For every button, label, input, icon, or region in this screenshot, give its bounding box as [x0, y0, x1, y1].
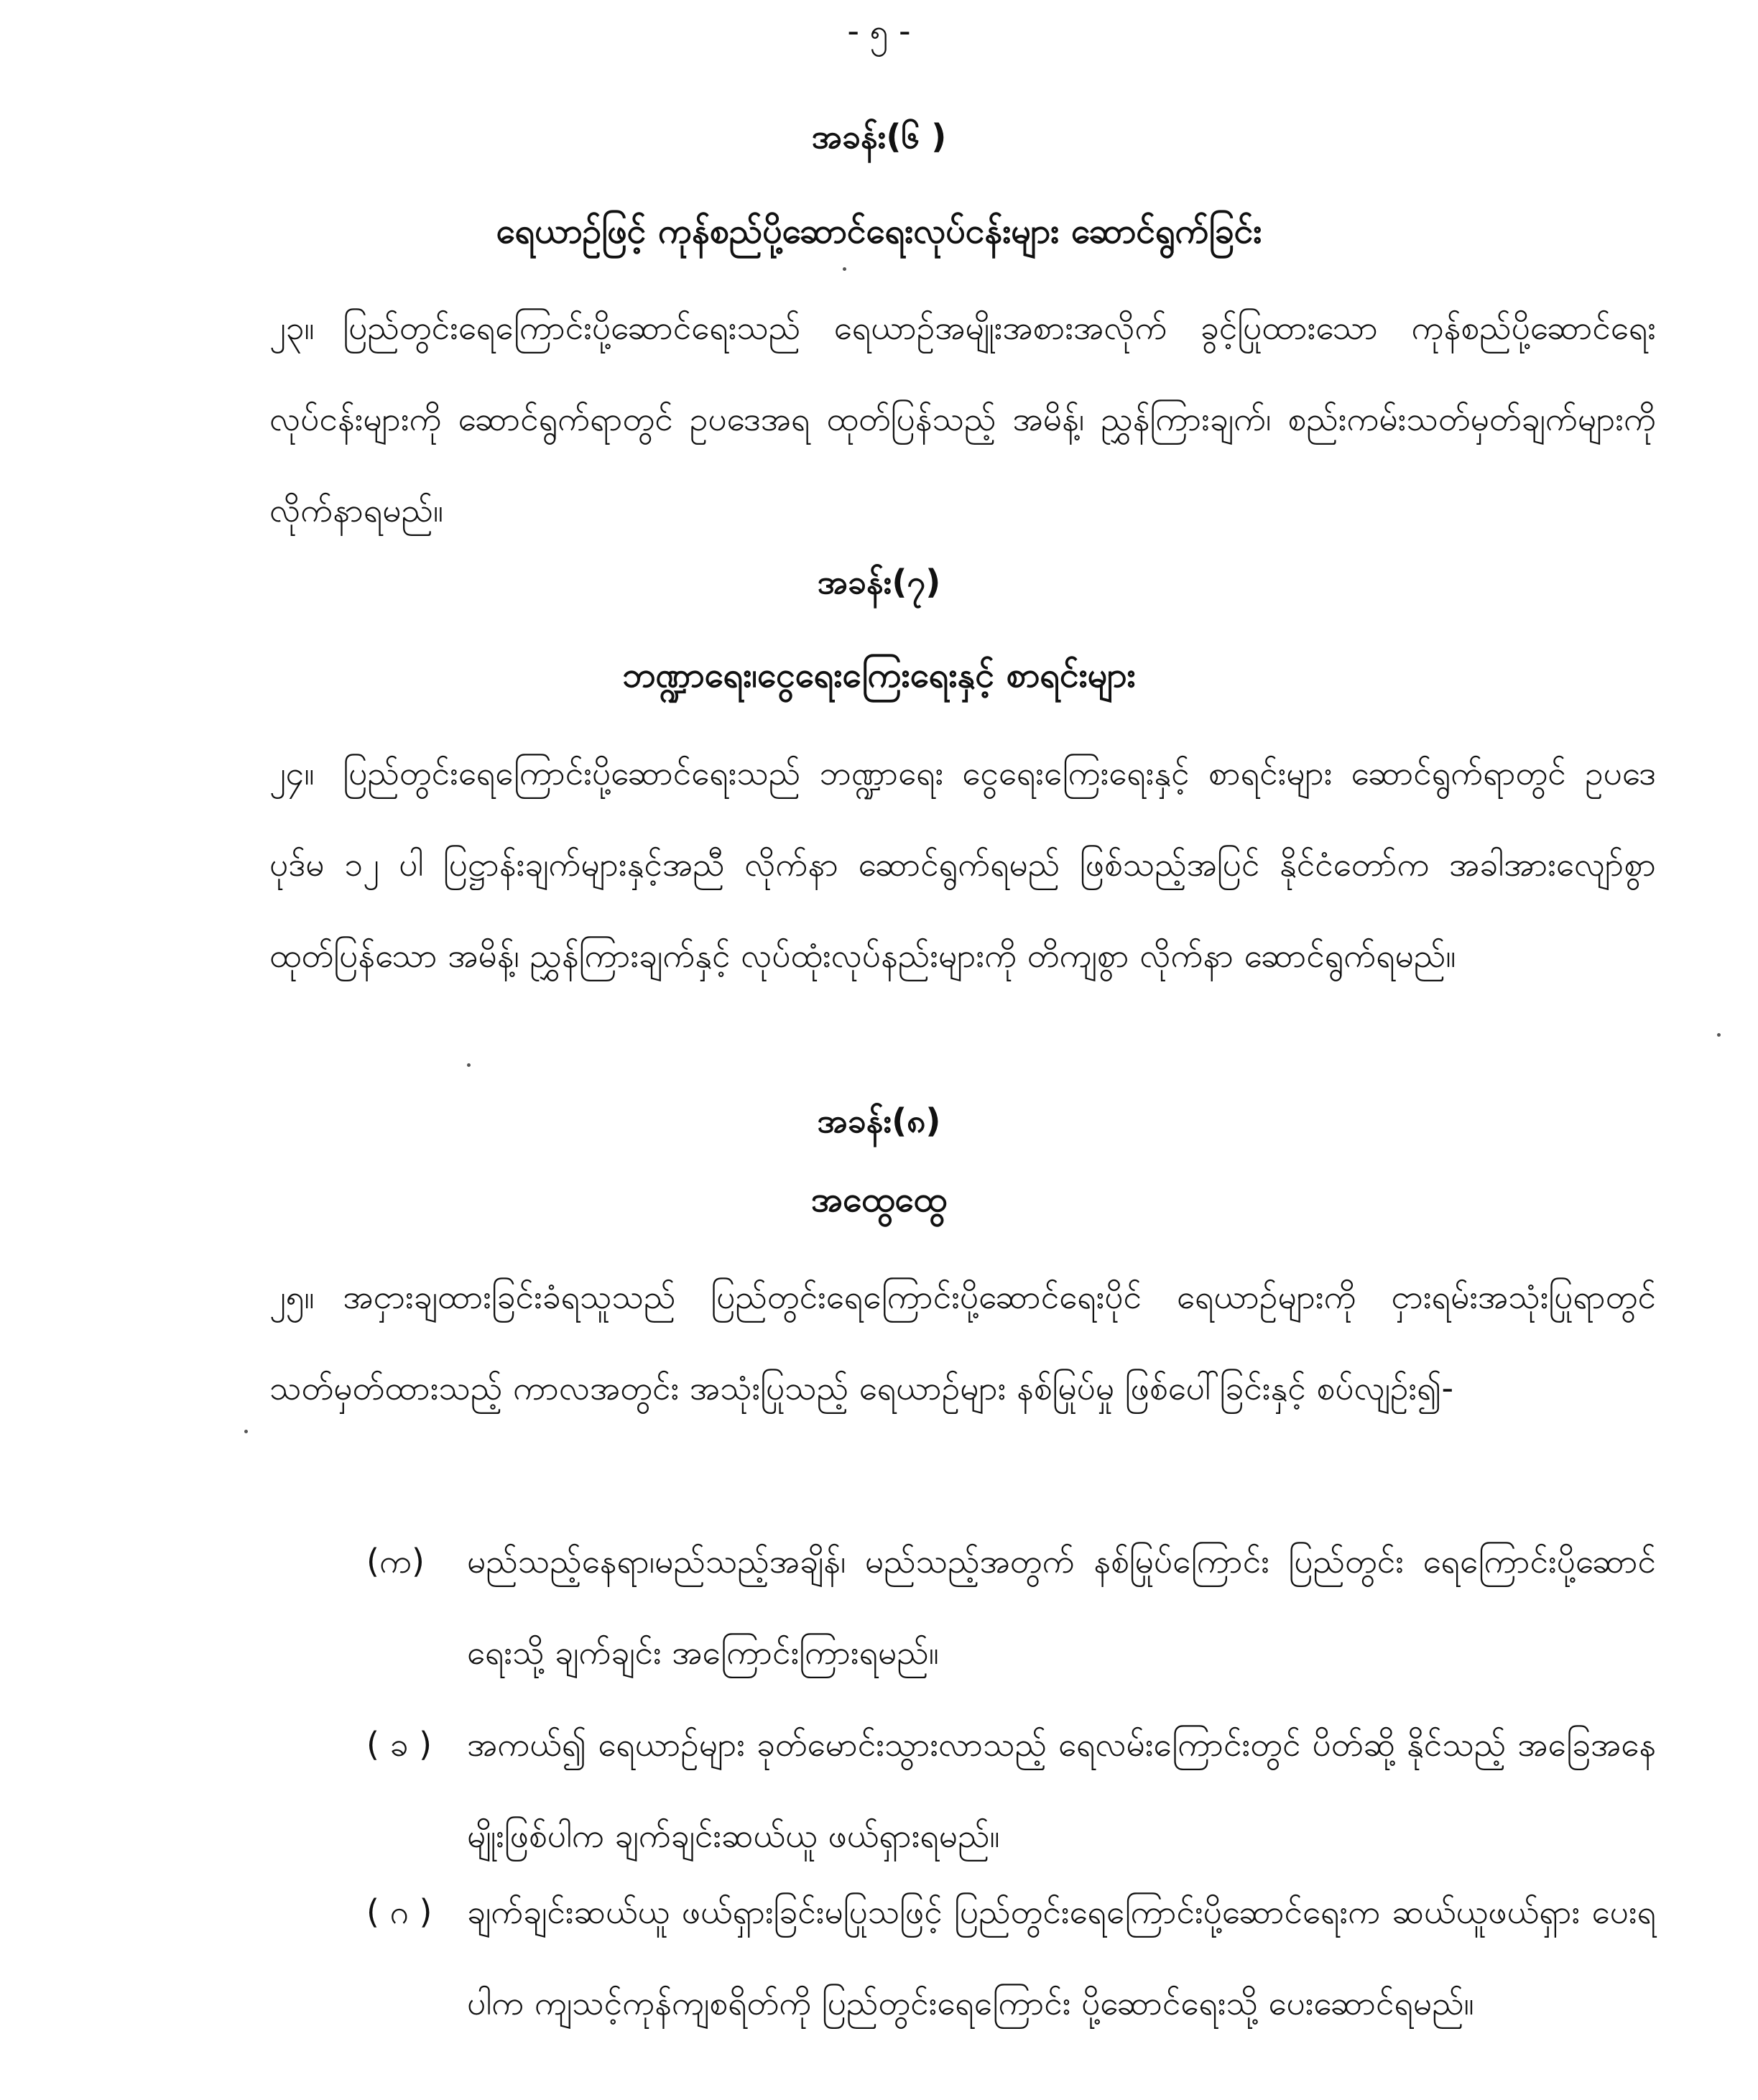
chapter-7-title: ဘဏ္ဍာရေး၊ငွေရေးကြေးရေးနှင့် စာရင်းများ: [622, 655, 1136, 695]
page-number: - ၅ -: [847, 11, 911, 50]
paragraph-24-number: ၂၄။: [269, 754, 315, 792]
paragraph-25: [269, 1252, 1656, 1434]
paragraph-23: [269, 282, 1656, 556]
list-item: [366, 1516, 1656, 1698]
list-item-text: အကယ်၍ ရေယာဉ်များ ခုတ်မောင်းသွားလာသည့် ရေလမ်းကြောင်းတွင် ပိတ်ဆို့ နိုင်သည့် အခြေအနေမျိုးဖြစ်ပါက ချက်ချင်းဆယ်ယူ ဖယ်ရှားရမည်။: [467, 1725, 1656, 1855]
list-item: [366, 1699, 1656, 1882]
paragraph-24: [269, 728, 1656, 1002]
list-item: [366, 1867, 1656, 2049]
list-item-text: မည်သည့်နေရာ၊မည်သည့်အချိန်၊ မည်သည့်အတွက် နစ်မြုပ်ကြောင်း ပြည်တွင်း ရေကြောင်းပို့ဆောင်ရေးသို့ ချက်ချင်း အကြောင်းကြားရမည်။: [467, 1542, 1656, 1672]
scan-speck: [467, 1063, 471, 1067]
paragraph-24-text: ပြည်တွင်းရေကြောင်းပို့ဆောင်ရေးသည် ဘဏ္ဍာရေး ငွေရေးကြေးရေးနှင့် စာရင်းများ ဆောင်ရွက်ရာတွင် ဥပဒေ ပုဒ်မ ၁၂ ပါ ပြဋ္ဌာန်းချက်များနှင့်အညီ လိုက်နာ ဆောင်ရွက်ရမည် ဖြစ်သည့်အပြင် နိုင်ငံတော်က အခါအားလျော်စွာ ထုတ်ပြန်သော အမိန့်၊ ညွှန်ကြားချက်နှင့် လုပ်ထုံးလုပ်နည်းများကို တိကျစွာ လိုက်နာ ဆောင်ရွက်ရမည်။: [269, 754, 1656, 975]
scan-speck: [843, 267, 846, 271]
list-item-marker: ( ဂ ): [366, 1892, 432, 1931]
list-item-marker: (က): [366, 1542, 425, 1581]
paragraph-23-text: ပြည်တွင်းရေကြောင်းပို့ဆောင်ရေးသည် ရေယာဉ်အမျိုးအစားအလိုက် ခွင့်ပြုထားသော ကုန်စည်ပို့ဆောင်ရေးလုပ်ငန်းများကို ဆောင်ရွက်ရာတွင် ဥပဒေအရ ထုတ်ပြန်သည့် အမိန့်၊ ညွှန်ကြားချက်၊ စည်းကမ်းသတ်မှတ်ချက်များကို လိုက်နာရမည်။: [269, 308, 1656, 529]
chapter-8-label: အခန်း(၈): [817, 1101, 941, 1140]
paragraph-25-text: အငှားချထားခြင်းခံရသူသည် ပြည်တွင်းရေကြောင်းပို့ဆောင်ရေးပိုင် ရေယာဉ်များကို ငှားရမ်းအသုံးပြုရာတွင် သတ်မှတ်ထားသည့် ကာလအတွင်း အသုံးပြုသည့် ရေယာဉ်များ နစ်မြုပ်မှု ဖြစ်ပေါ်ခြင်းနှင့် စပ်လျဉ်း၍-: [269, 1277, 1656, 1407]
scan-speck: [1717, 1033, 1721, 1037]
chapter-8-title: အထွေထွေ: [811, 1180, 947, 1220]
paragraph-25-number: ၂၅။: [269, 1277, 315, 1316]
chapter-6-title: ရေယာဉ်ဖြင့် ကုန်စည်ပို့ဆောင်ရေးလုပ်ငန်းများ ဆောင်ရွက်ခြင်း: [496, 211, 1262, 251]
list-item-marker: ( ခ ): [366, 1725, 432, 1764]
chapter-6-label: အခန်း(၆ ): [811, 117, 947, 156]
list-item-text: ချက်ချင်းဆယ်ယူ ဖယ်ရှားခြင်းမပြုသဖြင့် ပြည်တွင်းရေကြောင်းပို့ဆောင်ရေးက ဆယ်ယူဖယ်ရှား ပေးရပါက ကျသင့်ကုန်ကျစရိတ်ကို ပြည်တွင်းရေကြောင်း ပို့ဆောင်ရေးသို့ ပေးဆောင်ရမည်။: [467, 1892, 1656, 2022]
scan-speck: [244, 1430, 248, 1433]
chapter-7-label: အခန်း(၇): [817, 563, 941, 601]
paragraph-23-number: ၂၃။: [269, 308, 315, 347]
